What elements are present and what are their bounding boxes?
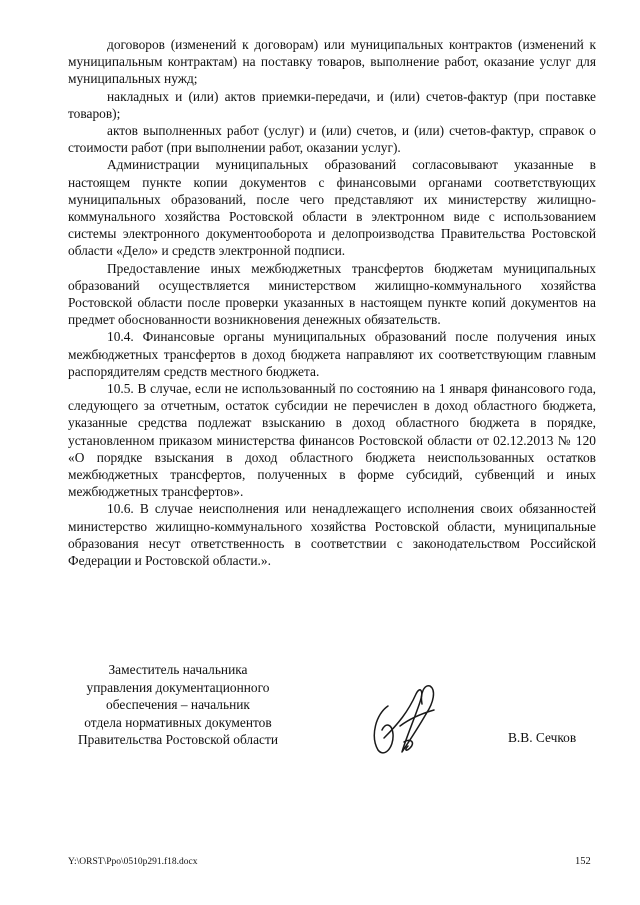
paragraph-contracts: договоров (изменений к договорам) или муниципальных контрактов (изменений к муниципальным контрактам) на поставку товаров, выполнение работ, оказание услуг для муниципальных нужд; bbox=[68, 37, 596, 87]
page-number: 152 bbox=[575, 856, 591, 867]
paragraph-10-5: 10.5. В случае, если не использованный по состоянию на 1 января финансового года, следующего за отчетным, остаток субсидии не перечислен в доход областного бюджета, указанные средства подлежат взысканию в доход областного бюджета в порядке, установленном приказом министерства финансов Ростовской области от 02.12.2013 № 120 «О порядке взыскания в доход областного бюджета неиспользованных остатков межбюджетных трансфертов, полученных в форме субсидий, субвенций и иных межбюджетных трансфертов». bbox=[68, 381, 596, 500]
footer-file-path: Y:\ORST\Ppo\0510p291.f18.docx bbox=[68, 857, 198, 867]
paragraph-10-6: 10.6. В случае неисполнения или ненадлежащего исполнения своих обязанностей министерство жилищно-коммунального хозяйства Ростовской области, муниципальные образования несут ответственность в соответствии с законодательством Российской Федерации и Ростовской области.». bbox=[68, 501, 596, 569]
signer-title-line: обеспечения – начальник bbox=[106, 697, 250, 713]
paragraph-transfers: Предоставление иных межбюджетных трансфертов бюджетам муниципальных образований осуществляется министерством жилищно-коммунального хозяйства Ростовской области после проверки указанных в настоящем пункте копий документов на предмет обоснованности возникновения денежных обязательств. bbox=[68, 260, 596, 328]
paragraph-acts: актов выполненных работ (услуг) и (или) счетов, и (или) счетов-фактур, справок о стоимости работ (при выполнении работ, оказании услуг). bbox=[68, 123, 596, 156]
signer-title bbox=[62, 661, 294, 749]
paragraph-10-4: 10.4. Финансовые органы муниципальных образований после получения иных межбюджетных трансфертов в доход бюджета направляют их соответствующим главным распорядителям средств местного бюджета. bbox=[68, 329, 596, 379]
paragraph-administrations: Администрации муниципальных образований согласовывают указанные в настоящем пункте копии документов с финансовыми органами соответствующих муниципальных образований, после чего представляют их министерству жилищно-коммунального хозяйства Ростовской области в электронном виде с использованием системы электронного документооборота и делопроизводства Правительства Ростовской области «Дело» и средств электронной подписи. bbox=[68, 157, 596, 259]
document-body bbox=[68, 36, 596, 569]
signer-title-line: управления документационного bbox=[86, 679, 270, 695]
handwritten-signature bbox=[364, 680, 444, 762]
signer-title-line: отдела нормативных документов bbox=[84, 714, 272, 730]
signer-title-line: Заместитель начальника bbox=[108, 662, 248, 677]
signer-title-line: Правительства Ростовской области bbox=[77, 732, 279, 748]
paragraph-invoices: накладных и (или) актов приемки-передачи, и (или) счетов-фактур (при поставке товаров); bbox=[68, 88, 596, 121]
signer-name: В.В. Сечков bbox=[508, 730, 577, 745]
